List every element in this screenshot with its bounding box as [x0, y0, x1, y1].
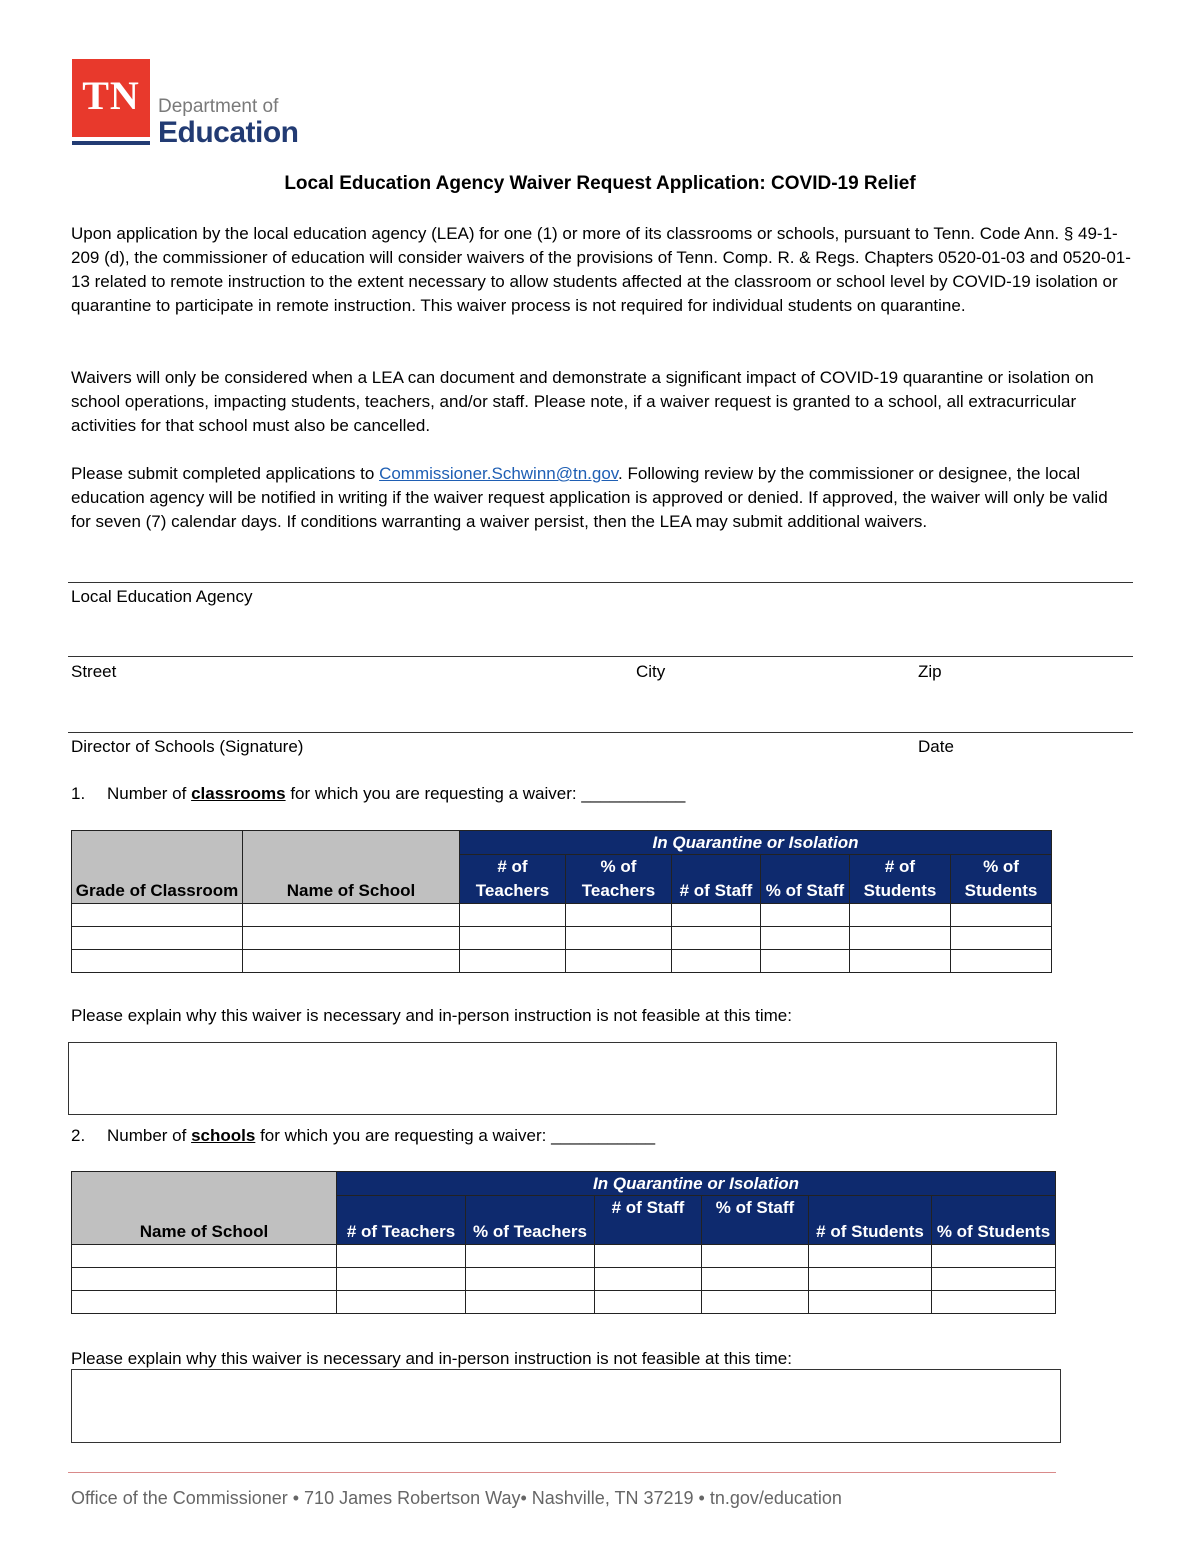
submit-text: Please submit completed applications to — [71, 464, 380, 483]
review-text: . Following review by the commissioner or designee, the local education agency will be notified in writing if the waiver request application is approved or denied. If approved, the waiver will only be valid for seven (7) calendar days. If conditions warranting a waiver persist, then the LEA may submit additional waivers. — [71, 464, 1108, 531]
table-cell[interactable] — [809, 1268, 932, 1291]
question-1-number: 1. — [71, 784, 86, 803]
question-2-blank: for which you are requesting a waiver: ___________ — [255, 1126, 656, 1145]
city-label: City — [636, 662, 666, 681]
footer-address: Office of the Commissioner • 710 James Robertson Way• Nashville, TN 37219 • tn.gov/education — [71, 1488, 842, 1508]
address-line[interactable] — [68, 656, 1133, 657]
teachers-percent-header: % of Teachers — [566, 855, 672, 904]
table-cell[interactable] — [761, 927, 850, 950]
staff-count-header: # of Staff — [672, 855, 761, 904]
table-cell[interactable] — [243, 927, 460, 950]
table-row — [72, 1268, 1056, 1291]
table-cell[interactable] — [932, 1291, 1056, 1314]
table-cell[interactable] — [850, 950, 951, 973]
question-1-keyword: classrooms — [191, 784, 286, 803]
table-cell[interactable] — [566, 927, 672, 950]
table-cell[interactable] — [466, 1291, 595, 1314]
table-row — [72, 1291, 1056, 1314]
table-row — [72, 927, 1052, 950]
table-cell[interactable] — [466, 1245, 595, 1268]
document-title: Local Education Agency Waiver Request Application: COVID-19 Relief — [284, 173, 916, 194]
tn-logo-mark: TN — [82, 73, 140, 118]
students-count-header: # of Students — [850, 855, 951, 904]
explain-prompt-1: Please explain why this waiver is necessary and in-person instruction is not feasible at this time: — [71, 1006, 792, 1025]
intro-paragraph-1: Upon application by the local education agency (LEA) for one (1) or more of its classrooms or schools, pursuant to Tenn. Code Ann. § 49-1-209 (d), the commissioner of education will consider waivers of the provisions of Tenn. Comp. R. & Regs. Chapters 0520-01-03 and 0520-01-13 related to remote instruction to the extent necessary to allow students affected at the classroom or school level by COVID-19 isolation or quarantine to participate in remote instruction. This waiver process is not required for individual students on quarantine. — [71, 224, 1131, 315]
table-cell[interactable] — [337, 1291, 466, 1314]
table-cell[interactable] — [951, 950, 1052, 973]
explanation-box-2[interactable] — [71, 1369, 1061, 1443]
teachers-count-header: # of Teachers — [460, 855, 566, 904]
students-count-header: # of Students — [809, 1196, 932, 1245]
table-cell[interactable] — [672, 950, 761, 973]
staff-percent-header: % of Staff — [761, 855, 850, 904]
teachers-count-header: # of Teachers — [337, 1196, 466, 1245]
table-cell[interactable] — [466, 1268, 595, 1291]
table-cell[interactable] — [243, 904, 460, 927]
footer-divider — [68, 1472, 1056, 1473]
table-cell[interactable] — [72, 1245, 337, 1268]
street-label: Street — [71, 662, 117, 681]
classroom-waiver-table — [71, 830, 1052, 973]
table-cell[interactable] — [809, 1245, 932, 1268]
explanation-box-1[interactable] — [68, 1042, 1057, 1115]
school-waiver-table — [71, 1171, 1056, 1314]
table-row — [72, 904, 1052, 927]
table-cell[interactable] — [595, 1291, 702, 1314]
question-2 — [71, 1126, 655, 1146]
quarantine-group-header: In Quarantine or Isolation — [460, 831, 1052, 855]
table-cell[interactable] — [702, 1245, 809, 1268]
intro-paragraph-2: Waivers will only be considered when a LEA can document and demonstrate a significant impact of COVID-19 quarantine or isolation on school operations, impacting students, teachers, and/or staff. Please note, if a waiver request is granted to a school, all extracurricular activities for that school must also be cancelled. — [71, 368, 1094, 435]
table-cell[interactable] — [809, 1291, 932, 1314]
zip-label: Zip — [918, 662, 942, 681]
table-cell[interactable] — [460, 904, 566, 927]
students-percent-header: % of Students — [932, 1196, 1056, 1245]
question-1 — [71, 784, 685, 804]
commissioner-email-link[interactable]: Commissioner.Schwinn@tn.gov — [379, 464, 619, 483]
table-cell[interactable] — [566, 904, 672, 927]
question-2-number: 2. — [71, 1126, 86, 1145]
table-cell[interactable] — [951, 927, 1052, 950]
logo-underline — [72, 141, 150, 145]
table-cell[interactable] — [951, 904, 1052, 927]
students-percent-header: % of Students — [951, 855, 1052, 904]
table-cell[interactable] — [595, 1245, 702, 1268]
table-cell[interactable] — [566, 950, 672, 973]
lea-signature-line[interactable] — [68, 582, 1133, 583]
table-cell[interactable] — [932, 1245, 1056, 1268]
table-cell[interactable] — [702, 1268, 809, 1291]
question-2-keyword: schools — [191, 1126, 256, 1145]
table-cell[interactable] — [672, 904, 761, 927]
logo-department-text: Department of — [158, 96, 279, 117]
teachers-percent-header: % of Teachers — [466, 1196, 595, 1245]
table-cell[interactable] — [72, 1268, 337, 1291]
date-label: Date — [918, 737, 954, 756]
lea-label: Local Education Agency — [71, 587, 253, 606]
explain-prompt-2: Please explain why this waiver is necessary and in-person instruction is not feasible at this time: — [71, 1349, 792, 1368]
table-cell[interactable] — [850, 904, 951, 927]
question-1-text: Number of — [107, 784, 192, 803]
quarantine-group-header: In Quarantine or Isolation — [337, 1172, 1056, 1196]
question-1-blank: for which you are requesting a waiver: ___________ — [285, 784, 686, 803]
director-signature-line[interactable] — [68, 732, 1133, 733]
table-cell[interactable] — [337, 1268, 466, 1291]
table-cell[interactable] — [72, 904, 243, 927]
staff-percent-header: % of Staff — [702, 1196, 809, 1245]
table-cell[interactable] — [460, 927, 566, 950]
name-of-school-header: Name of School — [72, 1172, 337, 1245]
table-cell[interactable] — [337, 1245, 466, 1268]
table-cell[interactable] — [72, 950, 243, 973]
table-cell[interactable] — [850, 927, 951, 950]
grade-of-classroom-header: Grade of Classroom — [72, 831, 243, 904]
table-row — [72, 1245, 1056, 1268]
table-cell[interactable] — [672, 927, 761, 950]
table-cell[interactable] — [761, 950, 850, 973]
table-cell[interactable] — [243, 950, 460, 973]
table-cell[interactable] — [702, 1291, 809, 1314]
logo-education-text: Education — [158, 116, 299, 149]
table-cell[interactable] — [761, 904, 850, 927]
table-row — [72, 950, 1052, 973]
table-cell[interactable] — [932, 1268, 1056, 1291]
table-cell[interactable] — [72, 927, 243, 950]
staff-count-header: # of Staff — [595, 1196, 702, 1245]
intro-paragraph-3 — [71, 462, 1131, 534]
name-of-school-header: Name of School — [243, 831, 460, 904]
question-2-text: Number of — [107, 1126, 192, 1145]
table-cell[interactable] — [595, 1268, 702, 1291]
director-label: Director of Schools (Signature) — [71, 737, 304, 756]
table-cell[interactable] — [460, 950, 566, 973]
table-cell[interactable] — [72, 1291, 337, 1314]
